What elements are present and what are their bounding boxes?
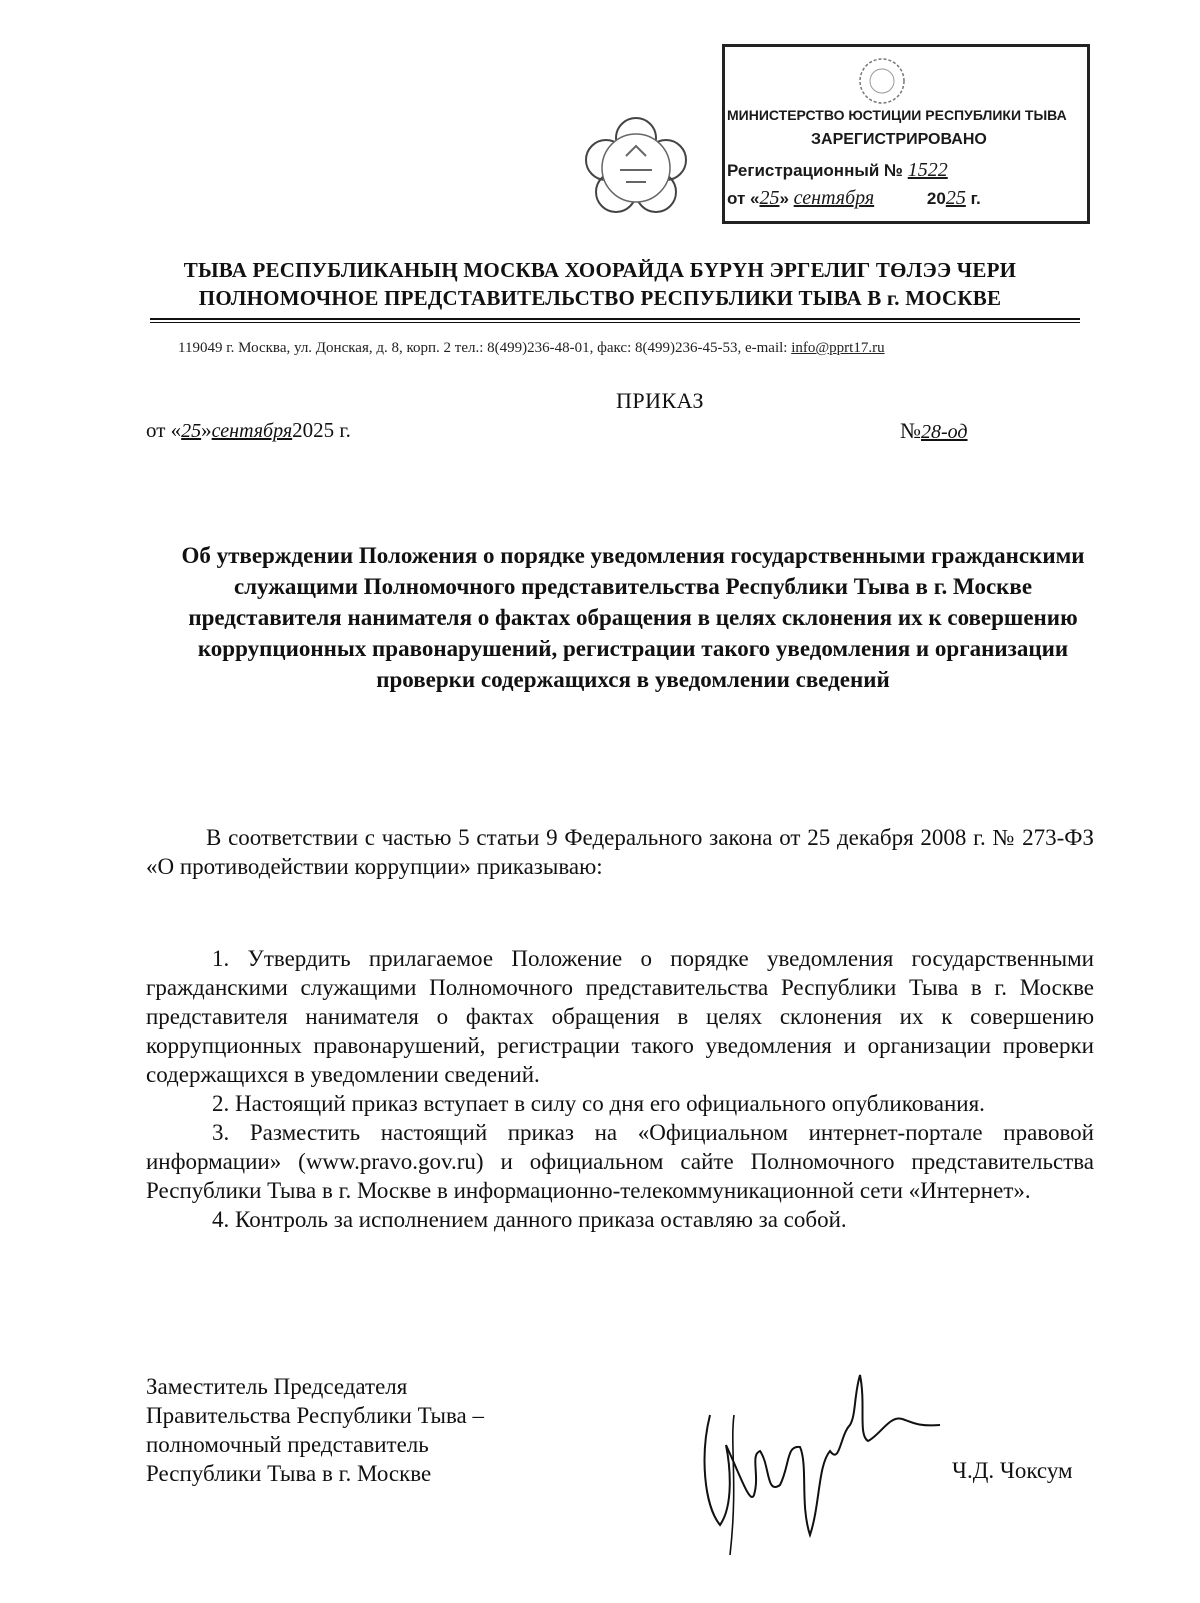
- order-month: сентября: [211, 420, 293, 442]
- registration-stamp: [722, 44, 1090, 224]
- republic-emblem-icon: [568, 108, 704, 228]
- order-number-value: 28-од: [921, 421, 968, 443]
- order-date: от «25»сентября2025 г.: [146, 418, 351, 442]
- handwritten-signature: [690, 1355, 950, 1565]
- stamp-registered: ЗАРЕГИСТРИРОВАНО: [811, 131, 987, 148]
- document-title: Об утверждении Положения о порядке уведомления государственными гражданскими служащими Полномочного представительства Республики Тыва в г. Москве представителя нанимателя о фактах обращения в целях склонения их к совершению коррупционных правонарушений, регистрации такого уведомления и организации проверки содержащихся в уведомлении сведений: [181, 543, 1085, 692]
- list-item: 2. Настоящий приказ вступает в силу со дня его официального опубликования.: [212, 1091, 985, 1116]
- order-day: 25: [181, 420, 202, 442]
- preamble: В соответствии с частью 5 статьи 9 Федерального закона от 25 декабря 2008 г. № 273-ФЗ «О противодействии коррупции» приказываю:: [146, 825, 1094, 879]
- email-link[interactable]: info@pprt17.ru: [791, 340, 885, 356]
- list-item: 3. Разместить настоящий приказ на «Официальном интернет-портале правовой информации» (www.pravo.gov.ru) и официальном сайте Полномочного представительства Республики Тыва в г. Москве в информационно-телекоммуникационной сети «Интернет».: [146, 1120, 1094, 1203]
- stamp-reg-number: Регистрационный № 1522: [727, 159, 948, 181]
- list-item: 4. Контроль за исполнением данного приказа оставляю за собой.: [212, 1207, 847, 1232]
- document-type: ПРИКАЗ: [615, 388, 705, 413]
- stamp-emblem-icon: [847, 53, 917, 109]
- org-name-russian: ПОЛНОМОЧНОЕ ПРЕДСТАВИТЕЛЬСТВО РЕСПУБЛИКИ ТЫВА В г. МОСКВЕ: [198, 286, 1002, 310]
- stamp-date: от «25» сентября 2025 г.: [727, 187, 981, 209]
- stamp-ministry: МИНИСТЕРСТВО ЮСТИЦИИ РЕСПУБЛИКИ ТЫВА: [727, 107, 1067, 123]
- signatory-position: Заместитель Председателя Правительства Республики Тыва – полномочный представитель Республики Тыва в г. Москве: [146, 1374, 484, 1486]
- list-item: 1. Утвердить прилагаемое Положение о порядке уведомления государственными гражданскими служащими Полномочного представительства Республики Тыва в г. Москве представителя нанимателя о фактах обращения в целях склонения их к совершению коррупционных правонарушений, регистрации такого уведомления и организации проверки содержащихся в уведомлении сведений.: [146, 946, 1094, 1087]
- order-number: №28-од: [900, 418, 968, 443]
- signatory-name: Ч.Д. Чоксум: [952, 1458, 1073, 1483]
- header-divider-thick: [150, 318, 1080, 320]
- stamp-reg-number-value: 1522: [907, 159, 948, 181]
- org-name-tuvan: ТЫВА РЕСПУБЛИКАНЫҢ МОСКВА ХООРАЙДА БҮРҮН ЭРГЕЛИГ ТӨЛЭЭ ЧЕРИ: [183, 258, 1017, 282]
- header-divider-thin: [150, 322, 1080, 323]
- order-items: [146, 944, 1094, 1234]
- contacts-line: 119049 г. Москва, ул. Донская, д. 8, корп. 2 тел.: 8(499)236-48-01, факс: 8(499)236-45-53, e-mail: info@pprt17.ru: [178, 340, 885, 356]
